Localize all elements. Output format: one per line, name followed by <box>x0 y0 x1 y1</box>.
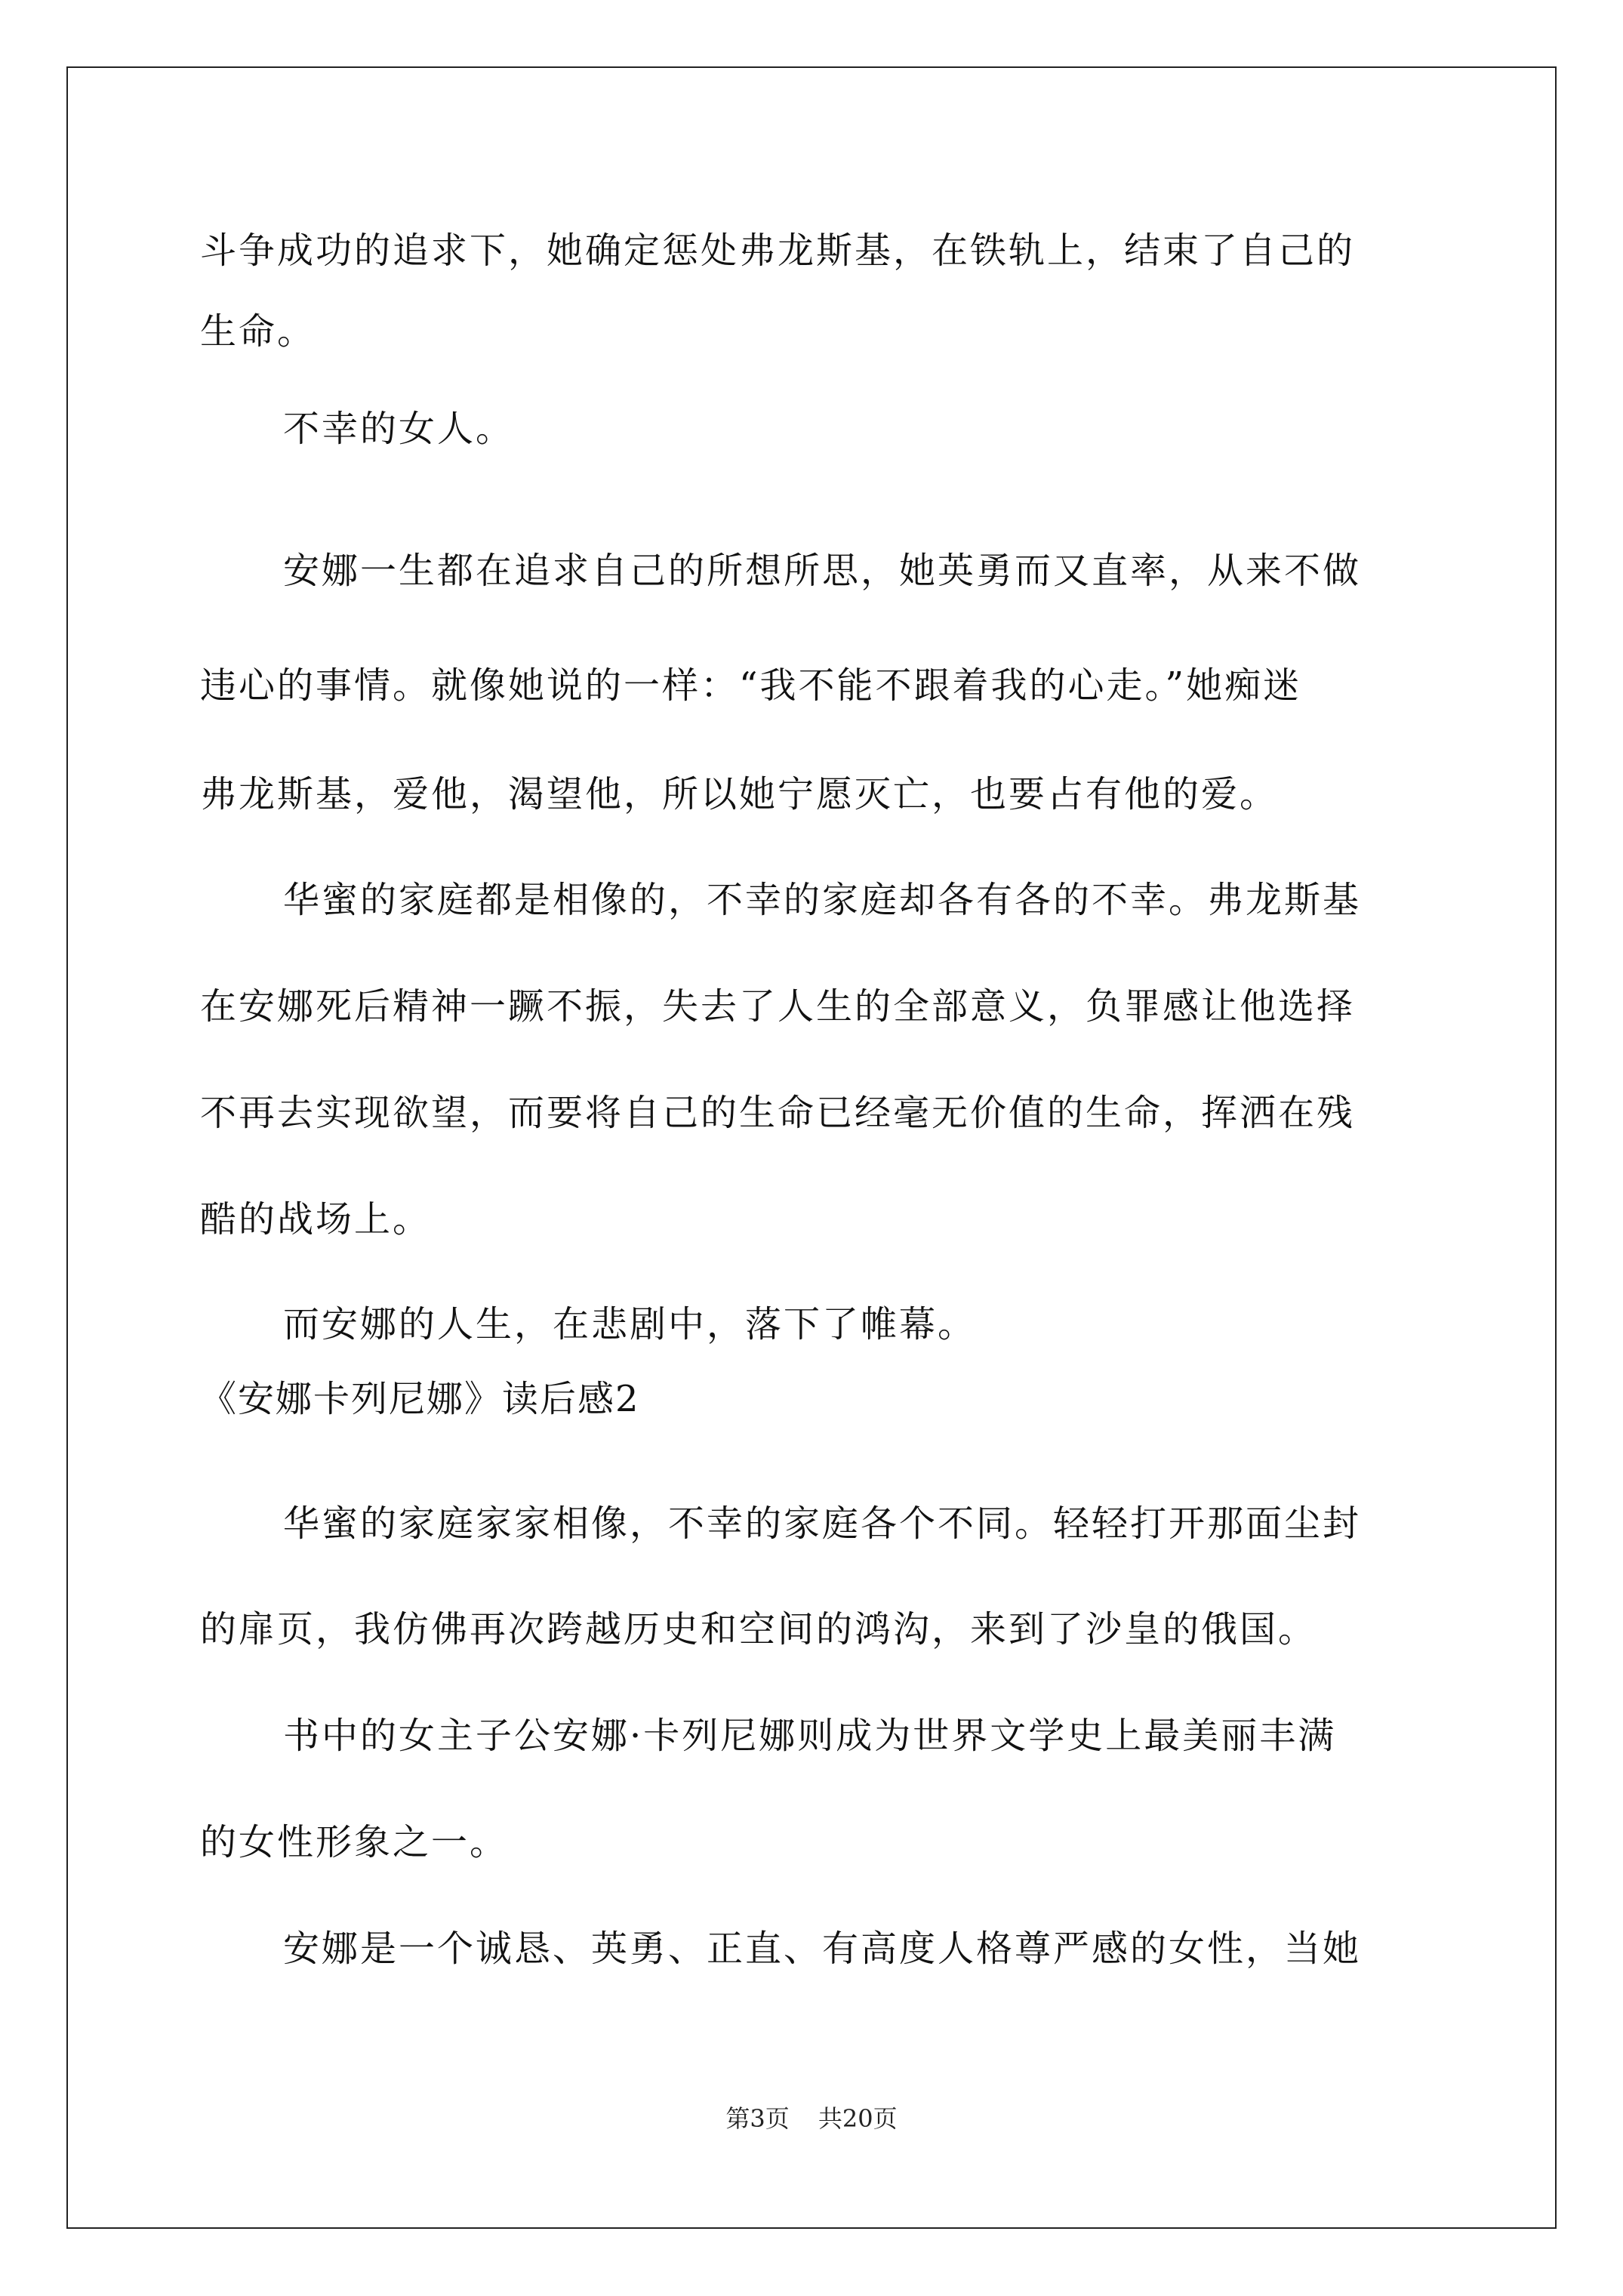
paragraph-line: 华蜜的家庭家家相像，不幸的家庭各个不同。轻轻打开那面尘封 <box>283 1502 1362 1545</box>
text-line: 不再去实现欲望，而要将自己的生命已经毫无价值的生命，挥洒在残 <box>200 1092 1356 1134</box>
page-total: 共20页 <box>818 2104 898 2133</box>
paragraph-line: 华蜜的家庭都是相像的，不幸的家庭却各有各的不幸。弗龙斯基 <box>283 879 1362 921</box>
text-line: 生命。 <box>200 310 316 353</box>
paragraph-line: 安娜是一个诚恳、英勇、正直、有高度人格尊严感的女性，当她 <box>283 1928 1362 1970</box>
text-line: 的扉页，我仿佛再次跨越历史和空间的鸿沟，来到了沙皇的俄国。 <box>200 1608 1317 1650</box>
text-line: 斗争成功的追求下，她确定惩处弗龙斯基，在铁轨上，结束了自己的 <box>200 230 1356 272</box>
text-line: 酷的战场上。 <box>200 1198 432 1240</box>
text-line: 弗龙斯基，爱他，渴望他，所以她宁愿灭亡，也要占有他的爱。 <box>200 773 1279 815</box>
text-line: 违心的事情。就像她说的一样：“我不能不跟着我的心走。”她痴迷 <box>200 664 1302 707</box>
page-number: 第3页 <box>725 2104 790 2133</box>
section-heading: 《安娜卡列尼娜》读后感2 <box>200 1378 640 1420</box>
page-frame <box>66 66 1557 2229</box>
text-line: 的女性形象之一。 <box>200 1821 509 1863</box>
page-footer <box>0 2103 1623 2134</box>
text-line: 在安娜死后精神一蹶不振，失去了人生的全部意义，负罪感让他选择 <box>200 985 1356 1028</box>
paragraph-line: 而安娜的人生，在悲剧中，落下了帷幕。 <box>283 1303 977 1345</box>
paragraph-line: 安娜一生都在追求自己的所想所思，她英勇而又直率，从来不做 <box>283 550 1362 592</box>
paragraph-line: 书中的女主子公安娜·卡列尼娜则成为世界文学史上最美丽丰满 <box>283 1715 1337 1757</box>
paragraph-line: 不幸的女人。 <box>283 408 515 450</box>
